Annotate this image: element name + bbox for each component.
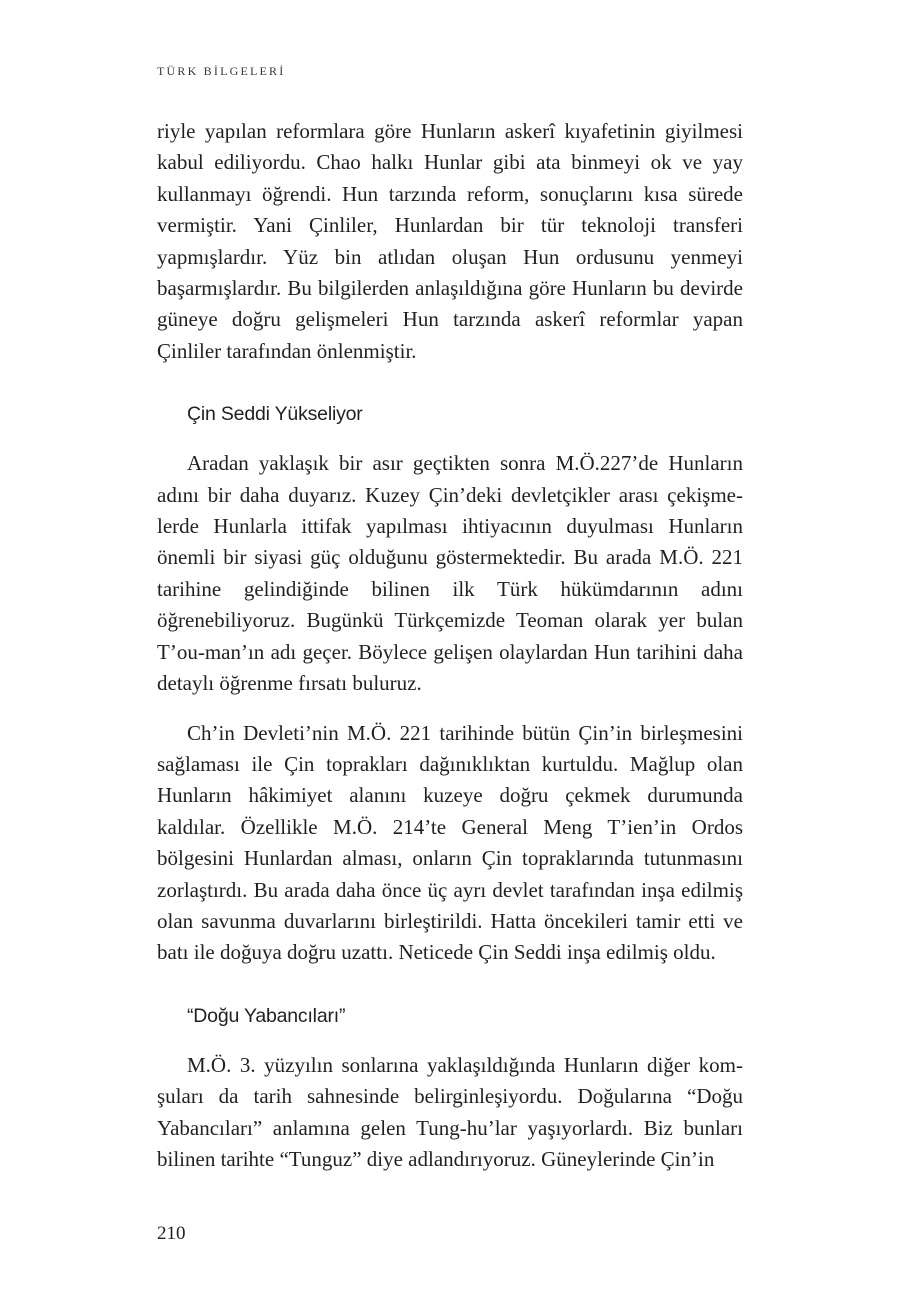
- page-number: 210: [157, 1223, 186, 1244]
- paragraph-2: Aradan yaklaşık bir asır geçtikten sonra M.Ö.227’de Hunların adını bir daha duyarız. Kuzey Çin’deki devletçikler arası çekişmelerde Hunlarla ittifak yapılması ihtiyacının duyulması Hunların önemli bir siyasi güç olduğunu göstermektedir. Bu arada M.Ö. 221 tarihine gelindiğinde bilinen ilk Türk hükümdarının adını öğrenebiliyoruz. Bugünkü Türkçemizde Teoman olarak yer bulan T’ou-man’ın adı geçer. Böylece gelişen olaylardan Hun tarihini daha detaylı öğrenme fırsatı buluruz.: [157, 451, 743, 696]
- page-body: [157, 116, 743, 1175]
- section-heading-dogu-yabancilari: “Doğu Yabancıları”: [187, 1004, 346, 1027]
- running-head: TÜRK BİLGELERİ: [157, 64, 286, 78]
- paragraph-4: M.Ö. 3. yüzyılın sonlarına yaklaşıldığında Hunların diğer komşuları da tarih sahnesinde belirginleşiyordu. Doğularına “Doğu Yabancıları” anlamına gelen Tung-hu’lar yaşıyorlardı. Biz bunları bilinen tarihte “Tunguz” diye adlandırıyoruz. Güneylerinde Çin’in: [157, 1052, 743, 1171]
- paragraph-3: Ch’in Devleti’nin M.Ö. 221 tarihinde bütün Çin’in birleşmesini sağlaması ile Çin toprakları dağınıklıktan kurtuldu. Mağlup olan Hunların hâkimiyet alanını kuzeye doğru çekmek durumunda kaldılar. Özellikle M.Ö. 214’te General Meng T’ien’in Ordos bölgesini Hunlardan alması, onların Çin topraklarında tutunmasını zorlaştırdı. Bu arada daha önce üç ayrı devlet tarafından inşa edilmiş olan savunma duvarlarını birleştirildi. Hatta öncekileri tamir etti ve batı ile doğuya doğru uzattı. Neticede Çin Seddi inşa edilmiş oldu.: [157, 720, 743, 965]
- paragraph-1: riyle yapılan reformlara göre Hunların askerî kıyafetinin giyilmesi kabul ediliyordu. Chao halkı Hunlar gibi ata binmeyi ok ve yay kullanmayı öğrendi. Hun tarzında reform, sonuçlarını kısa sürede vermiştir. Yani Çinliler, Hunlardan bir tür teknoloji transferi yapmışlardır. Yüz bin atlıdan oluşan Hun ordusunu yenmeyi başarmışlardır. Bu bilgilerden anlaşıldığına göre Hunların bu devirde güneye doğru gelişmeleri Hun tarzında askerî reformlar yapan Çinliler tarafından önlenmiştir.: [157, 119, 743, 363]
- section-heading-cin-seddi: Çin Seddi Yükseliyor: [187, 403, 363, 426]
